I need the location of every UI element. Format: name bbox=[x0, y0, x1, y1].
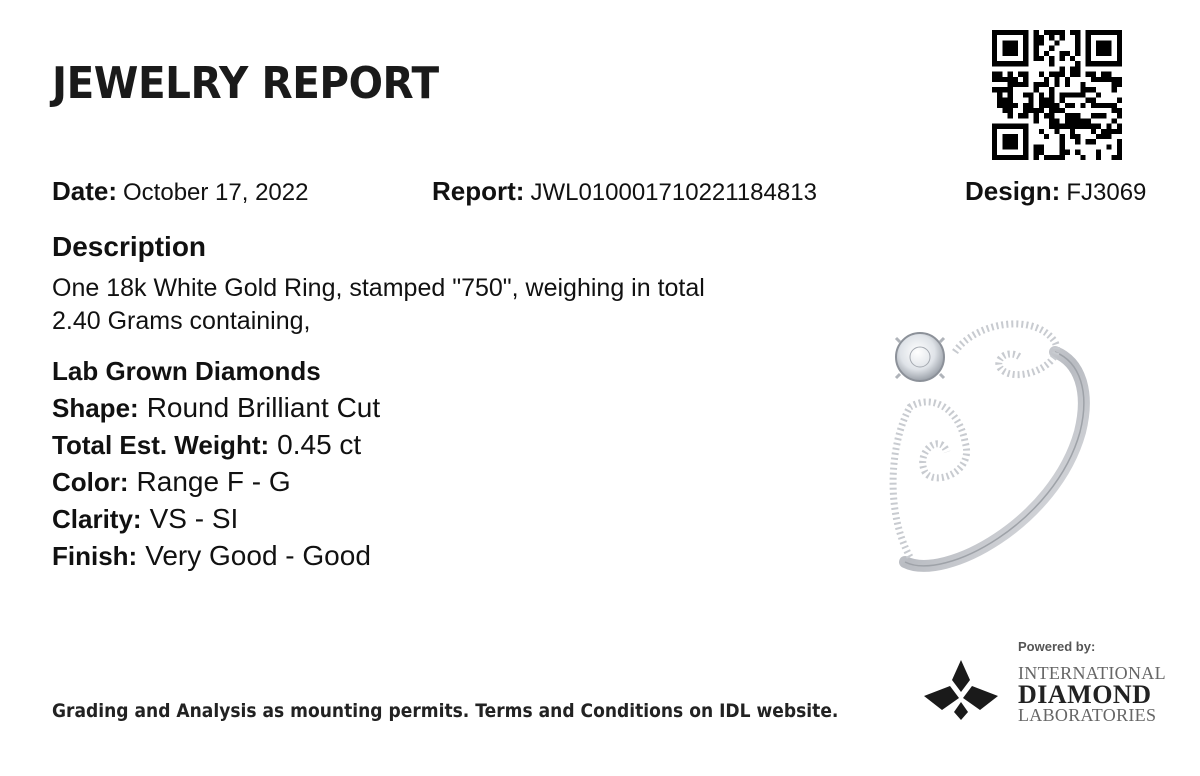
design-field bbox=[965, 176, 1146, 207]
spec-clarity bbox=[52, 503, 238, 535]
description-line-1: One 18k White Gold Ring, stamped "750", weighing in total bbox=[52, 274, 705, 302]
description-heading: Description bbox=[52, 231, 207, 262]
center-diamond bbox=[896, 333, 944, 381]
finish-value: Very Good - Good bbox=[145, 540, 371, 571]
terms-note: Grading and Analysis as mounting permits. Terms and Conditions on IDL website. bbox=[52, 700, 839, 722]
stones-heading: Lab Grown Diamonds bbox=[52, 356, 321, 386]
page-title: JEWELRY REPORT bbox=[52, 58, 439, 109]
clarity-value: VS - SI bbox=[149, 503, 239, 534]
report-field bbox=[432, 176, 817, 207]
report-number: JWL010001710221184813 bbox=[530, 179, 817, 206]
clarity-label: Clarity: bbox=[52, 504, 142, 534]
ring-photo bbox=[865, 312, 1100, 597]
spec-shape bbox=[52, 392, 380, 424]
design-code: FJ3069 bbox=[1066, 179, 1147, 206]
brand-name-line-3: LABORATORIES bbox=[1018, 705, 1157, 725]
date-field bbox=[52, 176, 308, 207]
ring-band bbox=[905, 352, 1084, 566]
idl-diamond-logo-icon bbox=[922, 658, 1000, 722]
date-label: Date: bbox=[52, 176, 118, 206]
shape-label: Shape: bbox=[52, 393, 139, 423]
weight-label: Total Est. Weight: bbox=[52, 430, 270, 460]
finish-label: Finish: bbox=[52, 541, 138, 571]
color-label: Color: bbox=[52, 467, 129, 497]
brand-name-line-2: DIAMOND bbox=[1018, 680, 1152, 709]
powered-by-label: Powered by: bbox=[1018, 639, 1096, 654]
report-label: Report: bbox=[432, 176, 525, 206]
spec-weight bbox=[52, 429, 361, 461]
left-wing bbox=[893, 402, 967, 557]
weight-value: 0.45 ct bbox=[277, 429, 362, 460]
qr-code-icon[interactable] bbox=[992, 30, 1122, 160]
date-value: October 17, 2022 bbox=[123, 179, 309, 206]
color-value: Range F - G bbox=[136, 466, 291, 497]
design-label: Design: bbox=[965, 176, 1061, 206]
brand-name-line-1: INTERNATIONAL bbox=[1018, 663, 1166, 683]
shape-value: Round Brilliant Cut bbox=[146, 392, 381, 423]
description-text bbox=[52, 272, 812, 338]
spec-color bbox=[52, 466, 291, 498]
description-line-2: 2.40 Grams containing, bbox=[52, 307, 311, 335]
right-wing bbox=[955, 324, 1057, 375]
spec-finish bbox=[52, 540, 371, 572]
